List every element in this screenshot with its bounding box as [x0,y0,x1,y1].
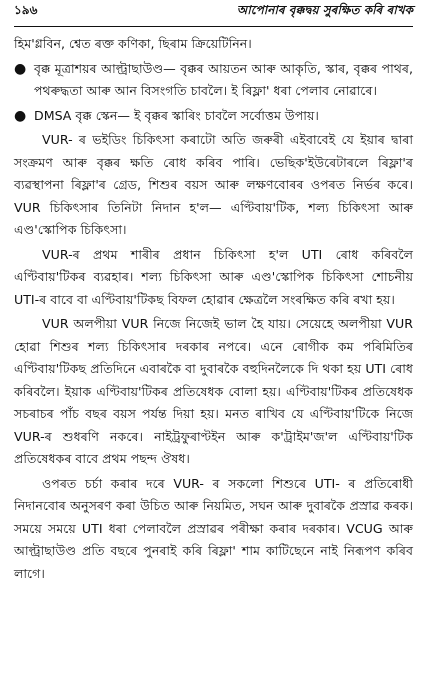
paragraph-mild-vur: VUR অলপীয়া VUR নিজে নিজেই ভাল হৈ যায়। সেয়েহে অলপীয়া VUR হোৱা শিশুৰ শল্য চিকিৎসাৰ দৰকাৰ নপৰে। এনে ৰোগীক কম পৰিমিতিৰ এণ্টিবায়'টিকছ প্ৰতিদিনে এবাৰকৈ বা দুবাৰকৈ বহুদিনলৈকে দি থকা হয় UTI ৰোধ কৰিবলৈ। ইয়াক এণ্টিবায়'টিকৰ প্ৰতিষেধক বোলা হয়। এণ্টিবায়'টিকৰ প্ৰতিষেধক সচৰাচৰ পাঁচ বছৰ বয়স পৰ্যন্ত দিয়া হয়। মনত ৰাখিব যে এণ্টিবায়'টিকে নিজে VUR-ৰ শুধৰণি নকৰে। নাইট্ৰফুৰাণ্টইন আৰু ক'ট্ৰাইম'জ'ল এণ্টিবায়'টিক প্ৰতিষেধকৰ বাবে প্ৰথম পছন্দ ঔষধ। [14,316,413,466]
page-content [14,33,413,585]
page-header [14,3,413,27]
bullet-text: DMSA বৃক্ক স্কেন— ই বৃক্কৰ স্কাৰিং চাবলৈ সৰ্বোত্তম উপায়। [34,107,319,123]
paragraph-treatment: VUR- ৰ ভইডিং চিকিৎসা কৰাটো অতি জৰুৰী এইবাবেই যে ইয়াৰ দ্বাৰা সংক্ৰমণ আৰু বৃক্কৰ ক্ষতি ৰোধ কৰিব পাৰি। ভেছিক'ইউৰেটাৰলে ৰিফ্লা'ৰ ব্যৱস্থাপনা ৰিফ্লা'ৰ গ্ৰেড, শিশুৰ বয়স আৰু লক্ষণবোৰৰ ওপৰত নিৰ্ভৰ কৰে। VUR চিকিৎসাৰ তিনিটা নিদান হ'ল— এণ্টিবায়'টিক, শল্য চিকিৎসা আৰু এণ্ড'স্কোপিক চিকিৎসা। [14,132,413,237]
page-number: ১৯৬ [14,3,38,17]
bullet-text: বৃক্ক মূত্ৰাশয়ৰ আল্ট্ৰাছাউণ্ড— বৃক্কৰ আয়তন আৰু আকৃতি, স্কাৰ, বৃক্কৰ পাথৰ, পথৰুদ্ধতা আৰু আন বিসংগতি চাবলৈ। ই ৰিফ্লা' ধৰা পেলাব নোৱাৰে। [34,60,413,98]
bullet-item-ultrasound [14,58,413,103]
running-title: আপোনাৰ বৃক্কদ্বয় সুৰক্ষিত কৰি ৰাখক [236,3,413,17]
paragraph-first-line: VUR-ৰ প্ৰথম শাৰীৰ প্ৰধান চিকিৎসা হ'ল UTI ৰোধ কৰিবলৈ এণ্টিবায়'টিকৰ ব্যৱহাৰ। শল্য চিকিৎসা আৰু এণ্ড'স্কোপিক চিকিৎসা শোচনীয় UTI-ৰ বাবে বা এণ্টিবায়'টিকছ বিফল হোৱাৰ ক্ষেত্ৰলৈ সংৰক্ষিত কৰি ৰখা হয়। [14,246,413,307]
bullet-icon: ● [14,107,27,124]
bullet-item-dmsa [14,105,413,128]
paragraph-continuation: হিম'গ্লবিন, শ্বেত ৰক্ত কণিকা, ছিৰাম ক্ৰিয়েটিনিন। [14,36,252,51]
paragraph-followup: ওপৰত চৰ্চা কৰাৰ দৰে VUR- ৰ সকলো শিশুৰে UTI- ৰ প্ৰতিৰোধী নিদানবোৰ অনুসৰণ কৰা উচিত আৰু নিয়মিত, সঘন আৰু দুবাৰকৈ প্ৰস্ৰাৱ কৰক। সময়ে সময়ে UTI ধৰা পেলাবলৈ প্ৰস্ৰাৱৰ পৰীক্ষা কৰাৰ দৰকাৰ। VCUG আৰু আল্ট্ৰাছাউণ্ড প্ৰতি বছৰে পুনৰাই কৰি ৰিফ্লা' শাম কাটিছেনে নাই নিৰূপণ কৰিব লাগে। [14,475,413,581]
bullet-icon: ● [14,60,27,77]
